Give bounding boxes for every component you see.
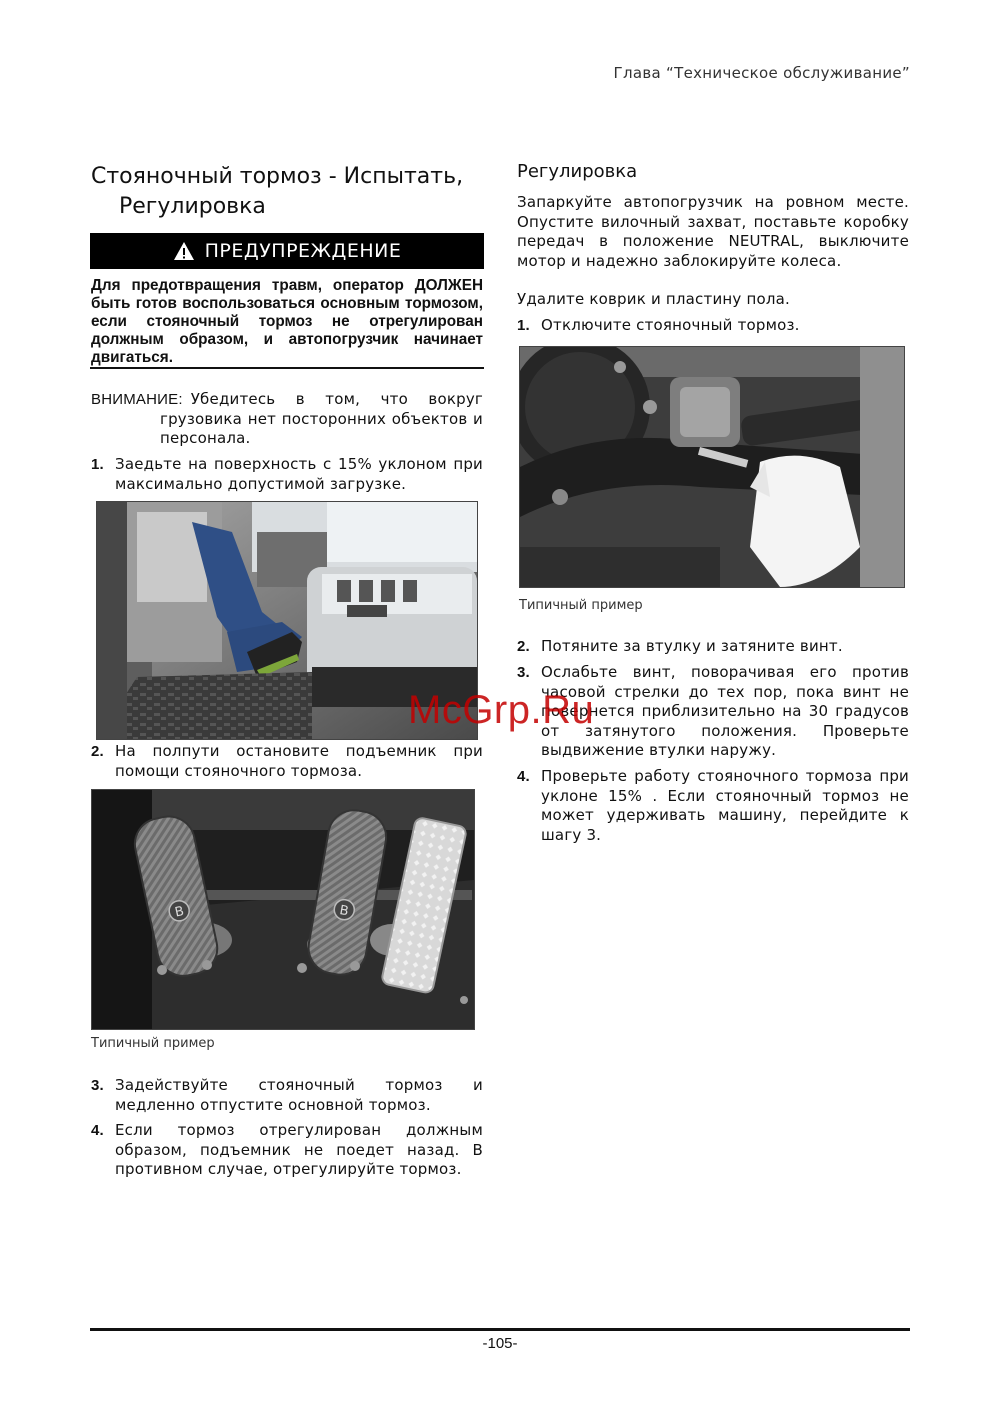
warning-label: ПРЕДУПРЕЖДЕНИЕ <box>204 240 402 262</box>
right-step-4 <box>517 767 909 845</box>
step-text: Ослабьте винт, поворачивая его против часовой стрелки до тех пор, пока винт не повернется приблизительно на 30 градусов от затянутого положения. Проверьте выдвижение втулки наружу. <box>541 663 909 760</box>
left-step-1 <box>91 455 483 494</box>
left-step-2 <box>91 742 483 781</box>
warning-divider <box>90 367 484 369</box>
left-step-3 <box>91 1076 483 1115</box>
chapter-header: Глава “Техническое обслуживание” <box>613 64 910 82</box>
caption-brake-adjust: Типичный пример <box>519 598 643 613</box>
left-step-4 <box>91 1121 483 1180</box>
step-text: Если тормоз отрегулирован должным образом, подъемник не поедет назад. В противном случае, отрегулируйте тормоз. <box>115 1121 483 1179</box>
photo-brake-adjust <box>519 346 905 588</box>
photo-pedals <box>91 789 475 1030</box>
step-number: 4. <box>517 768 530 785</box>
title-line-1: Стояночный тормоз - Испытать, <box>91 164 464 189</box>
section-title <box>91 162 491 222</box>
pedal-letter-middle: B <box>338 902 350 920</box>
step-text: На полпути остановите подъемник при помощи стояночного тормоза. <box>115 742 483 780</box>
step-number: 2. <box>91 743 104 760</box>
right-step-1 <box>517 316 909 336</box>
pedals-image <box>92 790 474 1029</box>
adjust-intro-2: Удалите коврик и пластину пола. <box>517 290 790 308</box>
step-number: 1. <box>91 456 104 473</box>
attention-line-1: Убедитесь в том, что вокруг <box>190 390 483 408</box>
step-text: Проверьте работу стояночного тормоза при уклоне 15% . Если стояночный тормоз не может удерживать машину, перейдите к шагу 3. <box>541 767 909 844</box>
watermark: McGrp.Ru <box>408 688 595 732</box>
step-number: 1. <box>517 317 530 334</box>
attention-note <box>91 390 483 449</box>
step-text: Задействуйте стояночный тормоз и медленно отпустите основной тормоз. <box>115 1076 483 1114</box>
step-number: 4. <box>91 1122 104 1139</box>
step-number: 3. <box>91 1077 104 1094</box>
attention-body: грузовика нет посторонних объектов и персонала. <box>160 409 483 448</box>
page-number: -105- <box>482 1335 518 1352</box>
pedal-letter-left: B <box>173 904 186 921</box>
warning-banner <box>90 233 484 269</box>
step-number: 2. <box>517 638 530 655</box>
step-text: Отключите стояночный тормоз. <box>541 316 800 334</box>
warning-triangle-icon <box>173 241 195 261</box>
step-number: 3. <box>517 664 530 681</box>
adjust-heading: Регулировка <box>517 161 638 182</box>
attention-label: ВНИМАНИЕ: <box>91 391 183 408</box>
step-text: Потяните за втулку и затяните винт. <box>541 637 843 655</box>
footer-divider <box>90 1328 910 1331</box>
adjust-intro: Запаркуйте автопогрузчик на ровном месте. Опустите вилочный захват, поставьте коробку передач в положение NEUTRAL, выключите мотор и надежно заблокируйте колеса. <box>517 193 909 270</box>
caption-pedals: Типичный пример <box>91 1036 215 1051</box>
title-line-2: Регулировка <box>119 194 266 219</box>
brake-adjust-image <box>520 347 904 587</box>
right-step-2 <box>517 637 909 657</box>
step-text: Заедьте на поверхность с 15% уклоном при максимально допустимой загрузке. <box>115 455 483 493</box>
warning-text: Для предотвращения травм, оператор ДОЛЖЕН быть готов воспользоваться основным тормозом, если стояночный тормоз не отрегулирован должным образом, и автопогрузчик начинает двигаться. <box>91 277 483 366</box>
